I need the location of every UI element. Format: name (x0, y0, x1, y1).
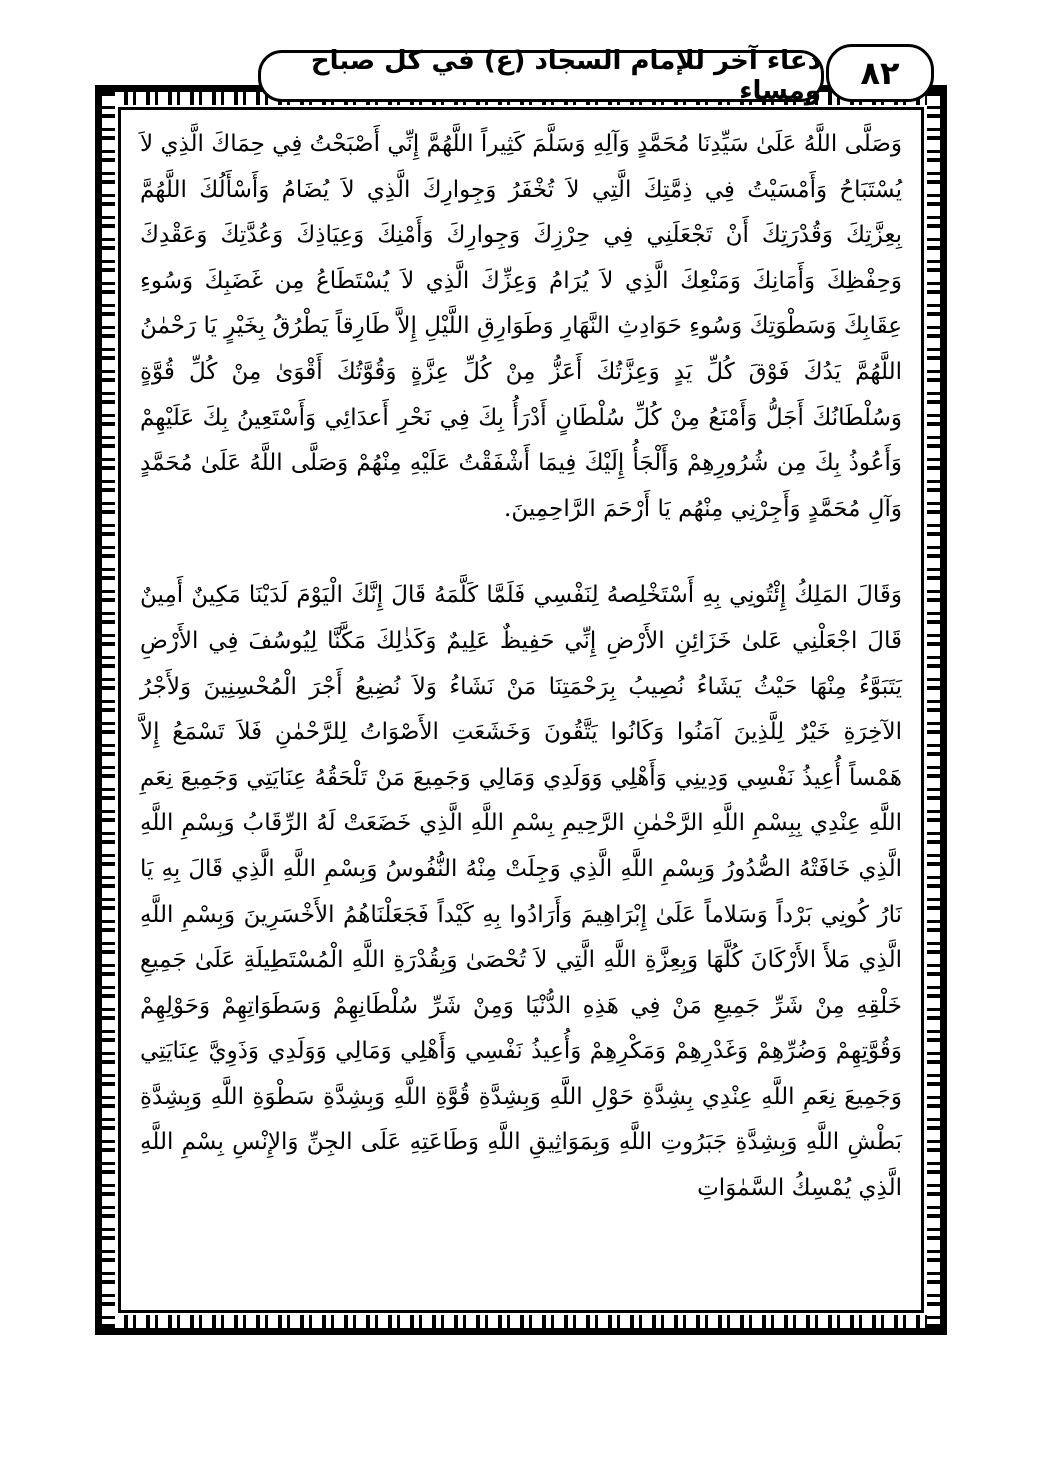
page-number: ٨٢ (826, 44, 934, 102)
prayer-text (140, 122, 902, 1212)
paragraph-2: وَقَالَ المَلِكُ إِئْتُونِي بِهِ أَسْتَخْلِصهُ لِنَفْسِي فَلَمَّا كَلَّمَهُ قَالَ إِنَّكَ الْيَوْمَ لَدَيْنَا مَكِينٌ أَمِينٌ قَالَ اجْعَلْنِي عَلىٰ خَزَائِنِ الأَرْضِ إِنِّي حَفِيظٌ عَلِيمٌ وَكَذٰلِكَ مَكَّنَّا لِيُوسُفَ فِي الأَرْضِ يَتَبَوَّءُ مِنْهَا حَيْثُ يَشَاءُ نُصِيبُ بِرَحْمَتِنَا مَنْ نَشَاءُ وَلاَ نُضِيعُ أَجْرَ الْمُحْسِنِينَ وَلأَجْرُ الآخِرَةِ خَيْرٌ لِلَّذِينَ آمَنُوا وَكَانُوا يَتَّقُونَ وَخَشَعَتِ الأَصْوَاتُ لِلرَّحْمٰنِ فَلاَ تَسْمَعُ إِلاَّ هَمْساً أُعِيذُ نَفْسِي وَدِينِي وَأَهْلِي وَوَلَدِي وَمَالِي وَجَمِيعَ مَنْ تَلْحَقُهُ عِنَايَتِي وَجَمِيعَ نِعَمِ اللَّهِ عِنْدِي بِبِسْمِ اللَّهِ الرَّحْمٰنِ الرَّحِيمِ بِسْمِ اللَّهِ الَّذِي خَضَعَتْ لَهُ الرِّقَابُ وَبِسْمِ اللَّهِ الَّذِي خَافَتْهُ الصُّدُورُ وَبِسْمِ اللَّهِ الَّذِي وَجِلَتْ مِنْهُ النُّفُوسُ وَبِسْمِ اللَّهِ الَّذِي قَالَ بِهِ يَا نَارُ كُونِي بَرْداً وَسَلاماً عَلَىٰ إِبْرَاهِيمَ وَأَرَادُوا بِهِ كَيْداً فَجَعَلْنَاهُمُ الأَخْسَرِينَ وَبِسْمِ اللَّهِ الَّذِي مَلأَ الأَرْكَانَ كُلَّهَا وَبِعِزَّةِ اللَّهِ الَّتِي لاَ تُحْصَىٰ وَبِقُدْرَةِ اللَّهِ الْمُسْتَطِيلَةِ عَلَىٰ جَمِيعِ خَلْقِهِ مِنْ شَرِّ جَمِيعِ مَنْ فِي هَذِهِ الدُّنْيَا وَمِنْ شَرِّ سُلْطَانِهِمْ وَسَطَوَاتِهِمْ وَحَوْلِهِمْ وَقُوَّتِهِمْ وَضُرِّهِمْ وَغَدْرِهِمْ وَمَكْرِهِمْ وَأُعِيذُ نَفْسِي وَأَهْلِي وَمَالِي وَوَلَدِي وَذَوِيَّ عِنَايَتِي وَجَمِيعَ نِعَمِ اللَّهِ عِنْدِي بِشِدَّةِ حَوْلِ اللَّهِ وَبِشِدَّةِ قُوَّةِ اللَّهِ وَبِشِدَّةِ سَطْوَةِ اللَّهِ وَبِشِدَّةِ بَطْشِ اللَّهِ وَبِشِدَّةِ جَبَرُوتِ اللَّهِ وَبِمَوَاثِيقِ اللَّهِ وَطَاعَتِهِ عَلَى الجِنِّ وَالإِنْسِ بِسْمِ اللَّهِ الَّذِي يُمْسِكُ السَّمٰوَاتِ (140, 582, 903, 1202)
page-title: دعاء آخر للإمام السجاد (ع) في كل صباح ومساء (258, 50, 824, 102)
paragraph-1: وَصَلَّى اللَّهُ عَلَىٰ سَيِّدِنَا مُحَمَّدٍ وَآلِهِ وَسَلَّمَ كَثِيراً اللَّهُمَّ إِنِّي أَصْبَحْتُ فِي حِمَاكَ الَّذِي لاَ يُسْتَبَاحُ وَأَمْسَيْتُ فِي ذِمَّتِكَ الَّتِي لاَ تُخْفَرُ وَجِوارِكَ الَّذِي لاَ يُضَامُ وَأَسْأَلُكَ اللَّهُمَّ بِعِزَّتِكَ وَقُدْرَتِكَ أَنْ تَجْعَلَنِي فِي حِرْزِكَ وَجِوارِكَ وَأَمْنِكَ وَعِيَاذِكَ وَعُدَّتِكَ وَعَقْدِكَ وَحِفْظِكَ وَأَمَانِكَ وَمَنْعِكَ الَّذِي لاَ يُرَامُ وَعِزِّكَ الَّذِي لاَ يُسْتَطَاعُ مِن غَضَبِكَ وَسُوءِ عِقَابِكَ وَسَطْوَتِكَ وَسُوءِ حَوَادِثِ النَّهَارِ وَطَوَارِقِ اللَّيْلِ إِلاَّ طَارِقاً يَطْرُقُ بِخَيْرٍ يَا رَحْمٰنُ اللَّهُمَّ يَدُكَ فَوْقَ كُلِّ يَدٍ وَعِزَّتُكَ أَعَزُّ مِنْ كُلِّ عِزَّةٍ وَقُوَّتُكَ أَقْوَىٰ مِنْ كُلِّ قُوَّةٍ وَسُلْطَانُكَ أَجَلُّ وَأَمْنَعُ مِنْ كُلِّ سُلْطَانٍ أَدْرَأُ بِكَ فِي نَحْرِ أَعدَائِي وَأَسْتَعِينُ بِكَ عَلَيْهِمْ وَأَعُوذُ بِكَ مِن شُرُورِهِمْ وَأَلْجَأُ إِلَيْكَ فِيمَا أَشْفَقْتُ عَلَيْهِ مِنْهُمْ وَصَلَّى اللَّهُ عَلَىٰ مُحَمَّدٍ وَآلِ مُحَمَّدٍ وَأَجِرْنِي مِنْهُم يَا أَرْحَمَ الرَّاحِمِينَ. (140, 131, 902, 522)
